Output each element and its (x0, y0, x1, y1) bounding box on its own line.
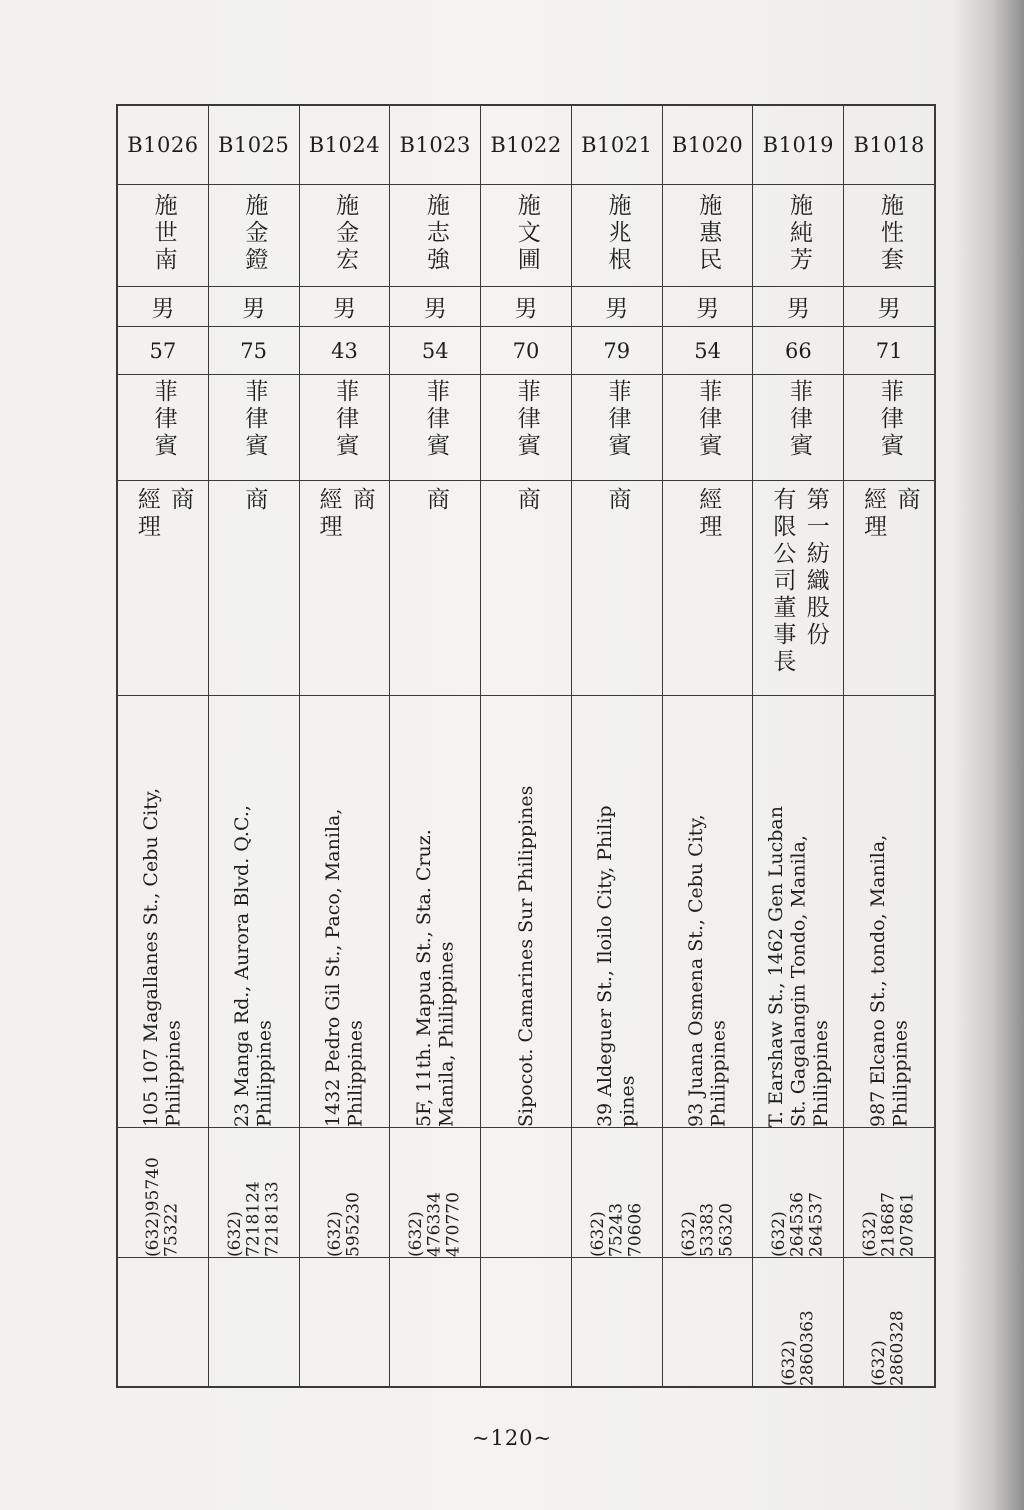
record-fax: (632) 2860363 (778, 1310, 818, 1386)
record-sex: 男 (118, 286, 208, 326)
record-tel-cell (753, 1127, 843, 1257)
record-name: 施性套 (876, 193, 903, 274)
record-occupation: 商 經理 (860, 487, 920, 541)
record-occupation: 商 (422, 487, 449, 514)
record-address-cell (118, 695, 208, 1127)
record-sex: 男 (481, 286, 571, 326)
record-tel: (632) 595230 (324, 1192, 364, 1257)
record-tel-cell (118, 1127, 208, 1257)
record-address-cell (481, 695, 571, 1127)
record-name-cell (118, 184, 208, 286)
registry-table (116, 104, 936, 1388)
record-column-b1018 (843, 106, 934, 1386)
record-address: 5F, 11th. Mapua St., Sta. Cruz. Manila, Philippines (412, 829, 458, 1127)
record-id: B1024 (308, 133, 381, 157)
record-fax-cell (663, 1257, 753, 1386)
record-column-b1021 (571, 106, 662, 1386)
record-id: B1021 (581, 133, 653, 157)
record-nationality-cell (572, 374, 662, 480)
record-id: B1019 (762, 133, 835, 157)
record-address: 987 Elcano St., tondo, Manila, Philippines (866, 834, 912, 1127)
record-nationality: 菲律賓 (695, 379, 722, 460)
record-name: 施文圃 (513, 193, 540, 274)
record-address: 23 Manga Rd., Aurora Blvd. Q.C., Philippines (231, 805, 276, 1127)
record-sex: 男 (753, 286, 843, 326)
record-address-cell (572, 695, 662, 1127)
record-nationality-cell (481, 374, 571, 480)
record-fax-cell (300, 1257, 390, 1386)
record-sex: 男 (209, 286, 299, 326)
record-tel-cell (209, 1127, 299, 1257)
record-occupation: 經理 (695, 487, 722, 541)
record-fax-cell (390, 1257, 480, 1386)
record-sex: 男 (572, 286, 662, 326)
record-name: 施惠民 (695, 193, 722, 274)
record-nationality-cell (209, 374, 299, 480)
record-age: 54 (390, 326, 480, 374)
record-fax-cell (753, 1257, 843, 1386)
record-tel: (632) 476334 470770 (406, 1192, 464, 1257)
record-name-cell (844, 184, 934, 286)
record-occupation-cell (844, 480, 934, 695)
record-fax-cell (481, 1257, 571, 1386)
record-occupation-cell (481, 480, 571, 695)
record-nationality: 菲律賓 (786, 379, 813, 460)
record-address-cell (663, 695, 753, 1127)
record-name: 施純芳 (786, 193, 813, 274)
record-occupation-cell (753, 480, 843, 695)
record-address: 1432 Pedro Gil St., Paco, Manila, Philippines (322, 808, 367, 1127)
record-sex: 男 (300, 286, 390, 326)
record-occupation: 商 經理 (133, 487, 194, 541)
record-age: 54 (663, 326, 753, 374)
record-occupation-cell (663, 480, 753, 695)
record-tel: (632) 7218124 7218133 (224, 1181, 283, 1257)
record-name: 施世南 (150, 193, 177, 274)
record-nationality: 菲律賓 (604, 379, 631, 460)
record-column-b1024 (299, 106, 390, 1386)
record-name: 施金宏 (332, 193, 359, 274)
record-address: T. Earshaw St., 1462 Gen Lucban St. Gagalangin Tondo, Manila, Philippines (764, 806, 832, 1127)
record-address-cell (844, 695, 934, 1127)
page-number: ~120~ (471, 1426, 553, 1450)
record-address: 93 Juana Osmena St., Cebu City, Philippines (685, 814, 730, 1127)
record-nationality: 菲律賓 (241, 379, 268, 460)
record-sex: 男 (663, 286, 753, 326)
record-name-cell (572, 184, 662, 286)
record-tel: (632) 53383 56320 (678, 1202, 736, 1257)
record-column-b1022 (480, 106, 571, 1386)
record-nationality-cell (300, 374, 390, 480)
record-tel-cell (481, 1127, 571, 1257)
record-nationality: 菲律賓 (150, 379, 177, 460)
record-age: 79 (572, 326, 662, 374)
record-age: 43 (300, 326, 390, 374)
record-occupation-cell (390, 480, 480, 695)
record-id: B1018 (853, 133, 925, 157)
record-name-cell (481, 184, 571, 286)
record-nationality: 菲律賓 (513, 379, 540, 460)
record-age: 57 (118, 326, 208, 374)
record-id: B1025 (217, 133, 290, 157)
record-address: 105 107 Magallanes St., Cebu City, Philippines (140, 787, 185, 1127)
record-name-cell (209, 184, 299, 286)
record-column-b1023 (389, 106, 480, 1386)
record-occupation-cell (209, 480, 299, 695)
record-column-b1026 (118, 106, 208, 1386)
record-age: 71 (844, 326, 934, 374)
record-address-cell (300, 695, 390, 1127)
record-column-b1020 (662, 106, 753, 1386)
record-tel-cell (844, 1127, 934, 1257)
record-name-cell (663, 184, 753, 286)
record-occupation-cell (572, 480, 662, 695)
record-occupation: 商 (241, 487, 268, 514)
record-address: Sipocot. Camarines Sur Philippines (514, 785, 537, 1127)
record-tel-cell (663, 1127, 753, 1257)
record-name-cell (300, 184, 390, 286)
record-column-b1025 (208, 106, 299, 1386)
record-tel-cell (390, 1127, 480, 1257)
record-nationality-cell (663, 374, 753, 480)
record-address-cell (209, 695, 299, 1127)
record-age: 66 (753, 326, 843, 374)
record-id: B1020 (671, 133, 744, 157)
record-tel: (632) 218687 207861 (860, 1192, 918, 1257)
record-name-cell (390, 184, 480, 286)
record-name: 施兆根 (604, 193, 631, 274)
record-id: B1026 (127, 133, 199, 157)
record-id: B1023 (399, 133, 471, 157)
record-nationality-cell (118, 374, 208, 480)
record-sex: 男 (390, 286, 480, 326)
record-address-cell (753, 695, 843, 1127)
record-nationality: 菲律賓 (422, 379, 449, 460)
record-address: 39 Aldeguer St., Iloilo City, Philip pines (594, 805, 639, 1127)
record-tel-cell (572, 1127, 662, 1257)
record-nationality-cell (844, 374, 934, 480)
record-fax-cell (118, 1257, 208, 1386)
record-address-cell (390, 695, 480, 1127)
record-occupation-cell (118, 480, 208, 695)
record-age: 70 (481, 326, 571, 374)
record-occupation: 商 (513, 487, 540, 514)
record-id: B1022 (490, 133, 562, 157)
record-fax-cell (844, 1257, 934, 1386)
record-name-cell (753, 184, 843, 286)
record-tel: (632) 264536 264537 (769, 1192, 827, 1257)
record-name: 施志強 (422, 193, 449, 274)
record-name: 施金鐙 (241, 193, 268, 274)
record-age: 75 (209, 326, 299, 374)
record-fax-cell (209, 1257, 299, 1386)
record-tel: (632)95740 75322 (143, 1157, 182, 1257)
record-nationality-cell (390, 374, 480, 480)
record-occupation: 商 經理 (315, 487, 375, 541)
record-column-b1019 (752, 106, 843, 1386)
record-occupation: 商 (604, 487, 631, 514)
record-nationality-cell (753, 374, 843, 480)
record-occupation-cell (300, 480, 390, 695)
record-tel: (632) 75243 70606 (587, 1202, 646, 1257)
record-tel-cell (300, 1127, 390, 1257)
record-fax-cell (572, 1257, 662, 1386)
record-fax: (632) 2860328 (869, 1310, 909, 1386)
record-sex: 男 (844, 286, 934, 326)
record-occupation: 第一紡織股份 有限公司董事長 (769, 487, 829, 676)
record-nationality: 菲律賓 (332, 379, 359, 460)
record-nationality: 菲律賓 (876, 379, 903, 460)
